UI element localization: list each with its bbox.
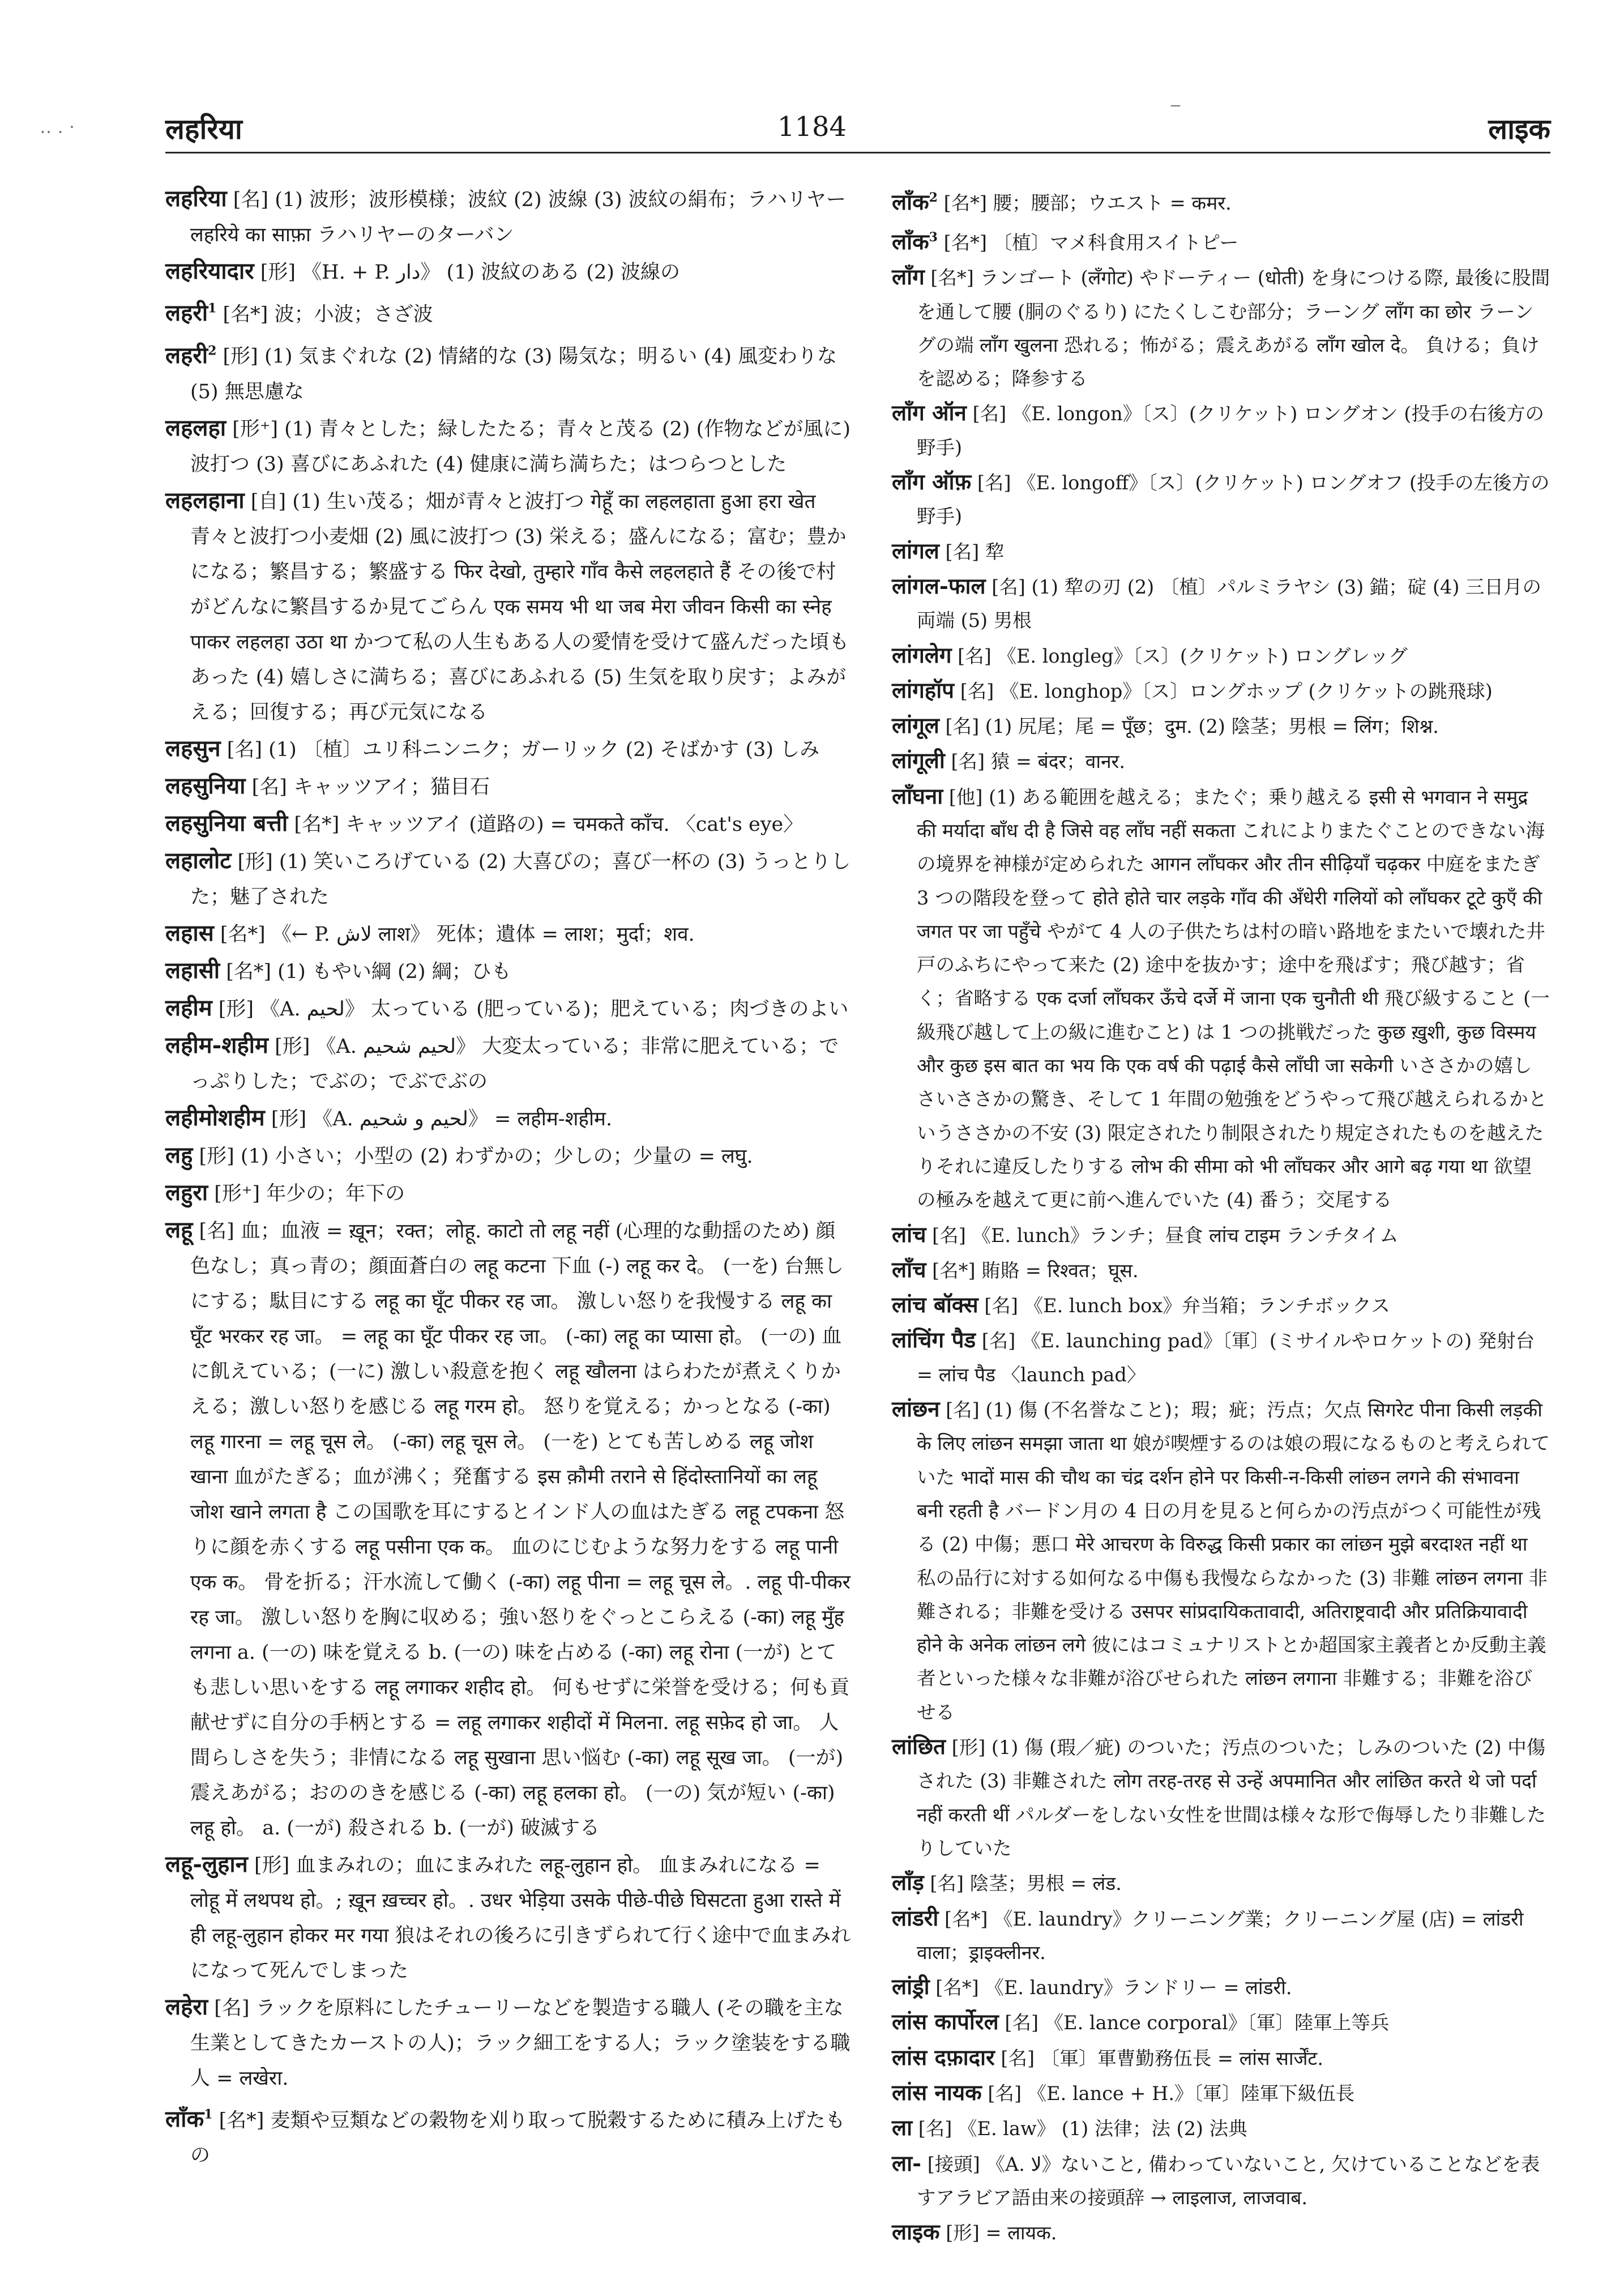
entry-definition: [名] (1) 傷 (不名誉なこと)；瑕；疵；汚点；欠点 सिगरेट पीना किसी लड़की के लिए लांछन समझा जाता था 娘が喫煙するのは娘の瑕になるものと考えられていた भादों मास की चौथ का चंद्र दर्शन होने पर किसी-न-किसी लांछन लगने की संभावना बनी रहती है バードン月の 4 日の月を見ると何らかの汚点がつく可能性が残る (2) 中傷；悪口 मेरे आचरण के विरुद्ध किसी प्रकार का लांछन मुझे बरदाश्त नहीं था 私の品行に対する如何なる中傷も我慢ならなかった (3) 非難 लांछन लगना 非難される；非難を受ける उसपर सांप्रदायिकतावादी, अतिराष्ट्रवादी और प्रतिक्रियावादी होने के अनेक लांछन लगे 彼にはコミュナリストとか超国家主義者とか反動主義者といった様々な非難が浴びせられた लांछन लगाना 非難する；非難を浴びせる	[917, 1399, 1550, 1723]
dictionary-entry	[892, 1902, 1550, 1970]
entry-definition: [名*] ランゴート (लँगोट) やドーティー (धोती) を身につける際, 最後に股間を通して腰 (胴のぐるり) にたくしこむ部分；ラーング लाँग का छोर ラーングの端 लाँग खुलना 恐れる；怖がる；震えあがる लाँग खोल दे。 負ける；負けを認める；降参する	[917, 267, 1550, 390]
entry-definition: [名] 《E. longleg》〔ス〕(クリケット) ロングレッグ	[951, 645, 1408, 667]
dictionary-entry	[165, 333, 854, 409]
entry-headword	[165, 957, 220, 984]
entry-headword	[892, 2009, 999, 2035]
dictionary-entry	[165, 2097, 854, 2173]
headword-text: लांगूल	[892, 713, 939, 739]
left-guide-word: लहरिया	[165, 112, 242, 146]
headword-text: लाँड़	[892, 1870, 924, 1896]
entry-headword	[892, 229, 938, 255]
entry-definition: [形] (1) 気まぐれな (2) 情緒的な (3) 陽気な；明るい (4) 風変わりな (5) 無思慮な	[190, 345, 837, 403]
entry-headword	[165, 995, 212, 1021]
entry-headword	[892, 400, 967, 426]
headword-text: लांस नायक	[892, 2080, 982, 2106]
entry-headword	[165, 920, 214, 946]
dictionary-entry	[892, 639, 1550, 673]
margin-mark-top-right: ‾	[1171, 102, 1180, 123]
dictionary-entry	[165, 1175, 854, 1211]
headword-text: लहरी	[165, 342, 208, 369]
entry-definition: [名] 血；血液 = ख़ून；रक्त；लोहू. काटो तो लहू नहीं (心理的な動揺のため) 顔色なし；真っ青の；顔面蒼白の लहू कटना 下血 (-) लहू कर दे。 (一を) 台無しにする；駄目にする लहू का घूँट पीकर रह जा。 激しい怒りを我慢する लहू का घूँट भरकर रह जा。 = लहू का घूँट पीकर रह जा。 (-का) लहू का प्यासा हो。 (一の) 血に飢えている；(一に) 激しい殺意を抱く लहू खौलना はらわたが煮えくりかえる；激しい怒りを感じる लहू गरम हो。 怒りを覚える；かっとなる (-का) लहू गारना = लहू चूस ले。 (-का) लहू चूस ले。 (一を) とても苦しめる लहू जोश खाना 血がたぎる；血が沸く；発奮する इस क़ौमी तराने से हिंदोस्तानियों का लहू जोश खाने लगता है この国歌を耳にするとインド人の血はたぎる लहू टपकना 怒りに顔を赤くする लहू पसीना एक क。 血のにじむような努力をする लहू पानी एक क。 骨を折る；汗水流して働く (-का) लहू पीना = लहू चूस ले。. लहू पी-पीकर रह जा。 激しい怒りを胸に収める；強い怒りをぐっとこらえる (-का) लहू मुँह लगना a. (一の) 味を覚える b. (一の) 味を占める (-का) लहू रोना (一が) とても悲しい思いをする लहू लगाकर शहीद हो。 何もせずに栄誉を受ける；何も貢献せずに自分の手柄とする = लहू लगाकर शहीदों में मिलना. लहू सफ़ेद हो जा。 人間らしさを失う；非情になる लहू सुखाना 思い悩む (-का) लहू सूख जा。 (一が) 震えあがる；おののきを感じる (-का) लहू हलका हो。 (一の) 気が短い (-का) लहू हो。 a. (一が) 殺される b. (一が) 破滅する	[190, 1219, 851, 1839]
entry-headword	[892, 643, 952, 668]
entry-definition: [名] (1) 〔植〕ユリ科ニンニク；ガーリック (2) そばかす (3) しみ	[220, 738, 820, 761]
dictionary-entry	[892, 2216, 1550, 2250]
entry-definition: [接頭] 《A. لا》ないこと, 備わっていないこと, 欠けていることなどを表すアラビア語由来の接頭辞 → लाइलाज, लाजवाब.	[917, 2153, 1540, 2209]
headword-text: लहसुनिया	[165, 772, 246, 799]
headword-text: लहुरा	[165, 1179, 208, 1206]
entry-definition: [名*] キャッツアイ (道路の) = चमकते काँच. 〈cat's eye〉	[288, 813, 804, 836]
entry-headword	[892, 1292, 978, 1318]
headword-text: लाँग ऑन	[892, 400, 967, 426]
entry-definition: [形] 血まみれの；血にまみれた लहू-लुहान हो。 血まみれになる = लोहू में लथपथ हो。; ख़ून ख़च्चर हो。. उधर भेड़िया उसके पीछे-पीछे घिसटता हुआ रास्ते में ही लहू-लुहान होकर मर गया 狼はそれの後ろに引きずられて行く途中で血まみれになって死んでしまった	[190, 1854, 851, 1982]
dictionary-entry	[165, 1213, 854, 1846]
entry-definition: [形] (1) 笑いころげている (2) 大喜びの；喜び一杯の (3) うっとりした；魅了された	[190, 850, 851, 908]
entry-headword	[892, 1397, 939, 1422]
headword-text: लाँग ऑफ़	[892, 470, 972, 496]
headword-text: लांच	[892, 1222, 926, 1248]
entry-headword	[165, 487, 245, 514]
dictionary-entry	[165, 843, 854, 915]
entry-definition: [名] 猿 = बंदर；वानर.	[945, 750, 1125, 773]
dictionary-entry	[892, 744, 1550, 778]
headword-text: लहू-लुहान	[165, 1850, 248, 1877]
entry-definition: [形] = लायक.	[939, 2222, 1057, 2244]
headword-text: लांस दफ़ादार	[892, 2045, 995, 2071]
headword-text: लांस कार्पोरल	[892, 2009, 999, 2035]
dictionary-entry	[892, 221, 1550, 259]
entry-headword	[892, 539, 939, 564]
entry-definition: [名] キャッツアイ；猫目石	[245, 775, 490, 799]
headword-text: लहलहा	[165, 414, 226, 441]
entry-definition: [名*] 賄賂 = रिश्वत；घूस.	[926, 1259, 1139, 1282]
headword-text: लांच बॉक्स	[892, 1292, 978, 1318]
dictionary-entry	[892, 2005, 1550, 2039]
entry-definition: [名] 〔軍〕軍曹勤務伍長 = लांस सार्जेंट.	[994, 2047, 1323, 2069]
entry-headword	[165, 1851, 248, 1877]
entry-headword	[165, 810, 288, 836]
entry-definition: [形] 《A. لحیم و شحیم》 = लहीम-शहीम.	[264, 1107, 613, 1130]
headword-text: लहरी	[165, 300, 208, 327]
headword-text: लहरिया	[165, 185, 227, 212]
entry-definition: [名] 《E. launching pad》〔軍〕(ミサイルやロケットの) 発射台 = लांच पैड 〈launch pad〉	[917, 1330, 1535, 1386]
dictionary-entry	[165, 991, 854, 1027]
headword-text: लाँघना	[892, 783, 943, 809]
entry-definition: [名*] (1) もやい綱 (2) 綱；ひも	[220, 960, 511, 983]
entry-definition: [名] 《E. lunch》ランチ；昼食 लांच टाइम ランチタイム	[926, 1224, 1399, 1247]
dictionary-entry	[165, 1100, 854, 1137]
dictionary-entry	[892, 535, 1550, 569]
entry-headword	[892, 1328, 976, 1353]
right-guide-word: लाइक	[1488, 112, 1550, 146]
dictionary-entry	[165, 181, 854, 253]
entry-headword	[165, 1104, 265, 1131]
dictionary-entry	[892, 2041, 1550, 2075]
headword-text: लहेरा	[165, 1993, 208, 2020]
entry-headword	[892, 678, 954, 703]
dictionary-entry	[165, 483, 854, 730]
entry-headword	[892, 713, 939, 739]
header-rule	[165, 152, 1550, 153]
entry-headword	[165, 1179, 208, 1206]
homograph-number: 1	[204, 2107, 213, 2122]
dictionary-entry	[892, 570, 1550, 638]
headword-text: लहरियादार	[165, 258, 254, 284]
headword-text: लहालोट	[165, 847, 232, 874]
margin-mark-top-left: ‥ . ·	[40, 116, 75, 138]
entry-headword	[165, 342, 216, 369]
dictionary-entry	[892, 1393, 1550, 1729]
entry-headword	[165, 2106, 213, 2132]
headword-text: लांछित	[892, 1734, 946, 1760]
entry-definition: [名*] 《← P. لاش लाश》 死体；遺体 = लाश；मुर्दा；शव.	[213, 923, 695, 946]
dictionary-entry	[892, 1218, 1550, 1252]
headword-text: लहीम-शहीम	[165, 1031, 268, 1058]
entry-definition: [自] (1) 生い茂る；畑が青々と波打つ गेहूँ का लहलहाता हुआ हरा खेत 青々と波打つ小麦畑 (2) 風に波打つ (3) 栄える；盛んになる；富む；豊かになる；繁昌する；繁盛する फिर देखो, तुम्हारे गाँव कैसे लहलहाते हैं その後で村がどんなに繁昌するか見てごらん एक समय भी था जब मेरा जीवन किसी का स्नेह पाकर लहलहा उठा था かつて私の人生もある人の愛情を受けて盛んだった頃もあった (4) 嬉しさに満ちる；喜びにあふれる (5) 生気を取り戻す；よみがえる；回復する；再び元気になる	[190, 490, 849, 724]
entry-definition: [名] 《E. longoff》〔ス〕(クリケット) ロングオフ (投手の左後方の野手)	[917, 472, 1550, 528]
homograph-number: 3	[929, 230, 938, 245]
headword-text: लांड्री	[892, 1974, 930, 2000]
dictionary-entry	[165, 1138, 854, 1174]
headword-text: लांगल-फाल	[892, 573, 986, 599]
entry-headword	[892, 1257, 926, 1283]
entry-headword	[892, 2151, 921, 2176]
dictionary-entry	[165, 1847, 854, 1988]
entry-definition: [名] (1) 犂の刃 (2) 〔植〕パルミラヤシ (3) 錨；碇 (4) 三日月の両端 (5) 男根	[917, 575, 1542, 632]
dictionary-entry	[892, 181, 1550, 220]
headword-text: लांगूली	[892, 748, 945, 774]
headword-text: लांचिंग पैड	[892, 1328, 976, 1354]
entry-headword	[892, 470, 971, 495]
entry-definition: [名*] 《E. laundry》ランドリー = लांडरी.	[929, 1977, 1292, 1999]
dictionary-entry	[165, 1028, 854, 1099]
entry-headword	[892, 1974, 930, 2000]
dictionary-entry	[165, 953, 854, 989]
entry-definition: [名] 犂	[939, 540, 1005, 563]
entry-headword	[892, 264, 925, 290]
dictionary-entry	[892, 2147, 1550, 2215]
entry-headword	[892, 1870, 924, 1896]
dictionary-entry	[165, 806, 854, 842]
entry-headword	[892, 1906, 938, 1931]
entry-headword	[165, 185, 227, 212]
entry-definition: [名] 《E. lunch box》弁当箱；ランチボックス	[978, 1295, 1390, 1317]
entry-headword	[892, 574, 986, 599]
entry-definition: [名] (1) 尻尾；尾 = पूँछ；दुम. (2) 陰茎；男根 = लिंग；शिश्न.	[939, 715, 1439, 738]
left-column	[165, 181, 854, 2174]
entry-definition: [名*] 《E. laundry》クリーニング業；クリーニング屋 (店) = लांडरी वाला；ड्राइक्लीनर.	[917, 1907, 1524, 1964]
headword-text: लांगलेग	[892, 642, 952, 668]
entry-definition: [形] (1) 小さい；小型の (2) わずかの；少しの；少量の = लघु.	[193, 1145, 753, 1168]
headword-text: लहु	[165, 1141, 193, 1168]
headword-text: लहसुन	[165, 735, 221, 762]
entry-definition: [名] 《E. lance + H.》〔軍〕陸軍下級伍長	[981, 2082, 1355, 2105]
entry-headword	[892, 2115, 912, 2141]
right-column	[892, 181, 1550, 2251]
homograph-number: 1	[208, 301, 217, 316]
entry-definition: [名] ラックを原料にしたチューリーなどを製造する職人 (その職を主な生業としてきたカーストの人)；ラック細工をする人；ラック塗装をする職人 = लखेरा.	[190, 1996, 851, 2090]
headword-text: लांगहॉप	[892, 677, 955, 703]
entry-definition: [名] 《E. longhop》〔ス〕ロングホップ (クリケットの跳飛球)	[954, 680, 1493, 702]
entry-definition: [名*] 麦類や豆類などの穀物を刈り取って脱穀するために積み上げたもの	[190, 2109, 845, 2167]
entry-definition: [形] 《H. + P. دار》 (1) 波紋のある (2) 波線の	[254, 261, 681, 284]
dictionary-entry	[892, 466, 1550, 533]
dictionary-entry	[892, 1730, 1550, 1865]
entry-headword	[892, 748, 945, 774]
entry-headword	[165, 300, 216, 326]
headword-text: लांगल	[892, 538, 939, 564]
headword-text: लाँग	[892, 264, 925, 291]
entry-headword	[165, 415, 226, 441]
dictionary-entry	[165, 731, 854, 767]
headword-text: लाँक	[892, 189, 929, 215]
dictionary-entry	[892, 1970, 1550, 2004]
entry-definition: [名] 《E. longon》〔ス〕(クリケット) ロングオン (投手の右後方の野手)	[917, 403, 1544, 459]
entry-definition: [名*] 波；小波；さざ波	[216, 303, 433, 326]
entry-definition: [名*] 腰；腰部；ウエスト = कमर.	[937, 191, 1232, 214]
headword-text: लाइक	[892, 2220, 940, 2246]
headword-text: लाँक	[892, 229, 929, 255]
entry-headword	[165, 258, 254, 284]
dictionary-entry	[892, 396, 1550, 464]
headword-text: लहू	[165, 1216, 193, 1243]
homograph-number: 2	[929, 190, 938, 205]
entry-headword	[892, 1734, 946, 1760]
entry-definition: [名] 陰茎；男根 = लंड.	[924, 1872, 1122, 1895]
headword-text: लाँक	[165, 2105, 204, 2132]
entry-headword	[892, 2045, 995, 2071]
entry-definition: [他] (1) ある範囲を越える；またぐ；乗り越える इसी से भगवान ने समुद्र की मर्यादा बाँध दी है जिसे वह लाँघ नहीं सकता これによりまたぐことのできない海の境界を神様が定められた आगन लाँघकर और तीन सीढ़ियाँ चढ़कर 中庭をまたぎ 3 つの階段を登って होते होते चार लड़के गाँव की अँधेरी गलियों को लाँघकर टूटे कुएँ की जगत पर जा पहुँचे やがて 4 人の子供たちは村の暗い路地をまたいで壊れた井戸のふちにやって来た (2) 途中を抜かす；途中を飛ばす；飛び越す；省く；省略する एक दर्जा लाँघकर ऊँचे दर्जे में जाना एक चुनौती थी 飛び級すること (一級飛び越して上の級に進むこと) は 1 つの挑戦だった कुछ ख़ुशी, कुछ विस्मय और कुछ इस बात का भय कि एक वर्ष की पढ़ाई कैसे लाँघी जा सकेगी いささかの嬉しさいささかの驚き、そして 1 年間の勉強をどうやって飛び越えられるかというささかの不安 (3) 限定されたり制限されたり規定されたものを越えたりそれに違反したりする लोभ की सीमा को भी लाँघकर और आगे बढ़ गया था 欲望の極みを越えて更に前へ進んでいた (4) 番う；交尾する	[917, 786, 1550, 1211]
dictionary-entry	[165, 254, 854, 290]
dictionary-entry	[165, 411, 854, 482]
entry-definition: [形] (1) 傷 (瑕／疵) のついた；汚点のついた；しみのついた (2) 中傷された (3) 非難された लोग तरह-तरह से उन्हें अपमानित और लांछित करते थे जो पर्दा नहीं करती थीं パルダーをしない女性を世間は様々な形で侮辱したり非難したりしていた	[917, 1736, 1546, 1859]
dictionary-entry	[165, 916, 854, 952]
entry-definition: [名] (1) 波形；波形模様；波紋 (2) 波線 (3) 波紋の絹布；ラハリヤー लहरिये का साफ़ा ラハリヤーのターバン	[190, 189, 846, 246]
entry-definition: [形] 《A. لحیم》 太っている (肥っている)；肥えている；肉づきのよい	[212, 997, 849, 1021]
dictionary-entry	[892, 2111, 1550, 2145]
headword-text: लहलहाना	[165, 486, 245, 514]
entry-headword	[892, 784, 943, 809]
dictionary-entry	[165, 769, 854, 805]
dictionary-entry	[892, 674, 1550, 708]
entry-headword	[892, 2080, 982, 2106]
headword-text: लहसुनिया बत्ती	[165, 809, 288, 836]
entry-headword	[165, 772, 246, 799]
headword-text: लहास	[165, 919, 214, 946]
dictionary-entry	[892, 709, 1550, 743]
dictionary-entry	[165, 291, 854, 332]
dictionary-entry	[892, 2076, 1550, 2110]
dictionary-entry	[892, 1866, 1550, 1900]
headword-text: लांछन	[892, 1397, 940, 1423]
dictionary-entry	[165, 1990, 854, 2096]
dictionary-entry	[892, 1253, 1550, 1287]
entry-headword	[892, 190, 938, 215]
headword-text: लहीमोशहीम	[165, 1104, 265, 1131]
headword-text: लहासी	[165, 957, 220, 984]
entry-headword	[165, 1142, 193, 1168]
entry-headword	[892, 1222, 926, 1248]
dictionary-entry	[892, 261, 1550, 395]
dictionary-entry	[892, 1288, 1550, 1322]
entry-headword	[165, 1217, 193, 1243]
entry-headword	[165, 735, 221, 762]
headword-text: लाँच	[892, 1257, 926, 1283]
dictionary-entry	[892, 1324, 1550, 1392]
page-number: 1184	[777, 111, 847, 143]
entry-definition: [名] 《E. law》 (1) 法律；法 (2) 法典	[912, 2118, 1247, 2140]
headword-text: ला-	[892, 2150, 922, 2176]
entry-headword	[165, 847, 231, 874]
entry-definition: [形] 《A. لحیم شحیم》 大変太っている；非常に肥えている；でっぷりした；でぶの；でぶでぶの	[190, 1035, 839, 1093]
entry-headword	[165, 1032, 268, 1058]
headword-text: ला	[892, 2115, 913, 2141]
entry-headword	[892, 2220, 940, 2245]
dictionary-entry	[892, 780, 1550, 1217]
entry-headword	[165, 1994, 208, 2020]
entry-definition: [形⁺] 年少の；年下の	[208, 1182, 405, 1205]
headword-text: लांडरी	[892, 1905, 939, 1931]
entry-definition: [形⁺] (1) 青々とした；緑したたる；青々と茂る (2) (作物などが風に) 波打つ (3) 喜びにあふれた (4) 健康に満ち満ちた；はつらつとした	[190, 417, 851, 476]
entry-definition: [名*] 〔植〕マメ科食用スイトピー	[937, 231, 1239, 254]
homograph-number: 2	[208, 343, 217, 358]
headword-text: लहीम	[165, 994, 212, 1021]
entry-definition: [名] 《E. lance corporal》〔軍〕陸軍上等兵	[998, 2012, 1390, 2034]
